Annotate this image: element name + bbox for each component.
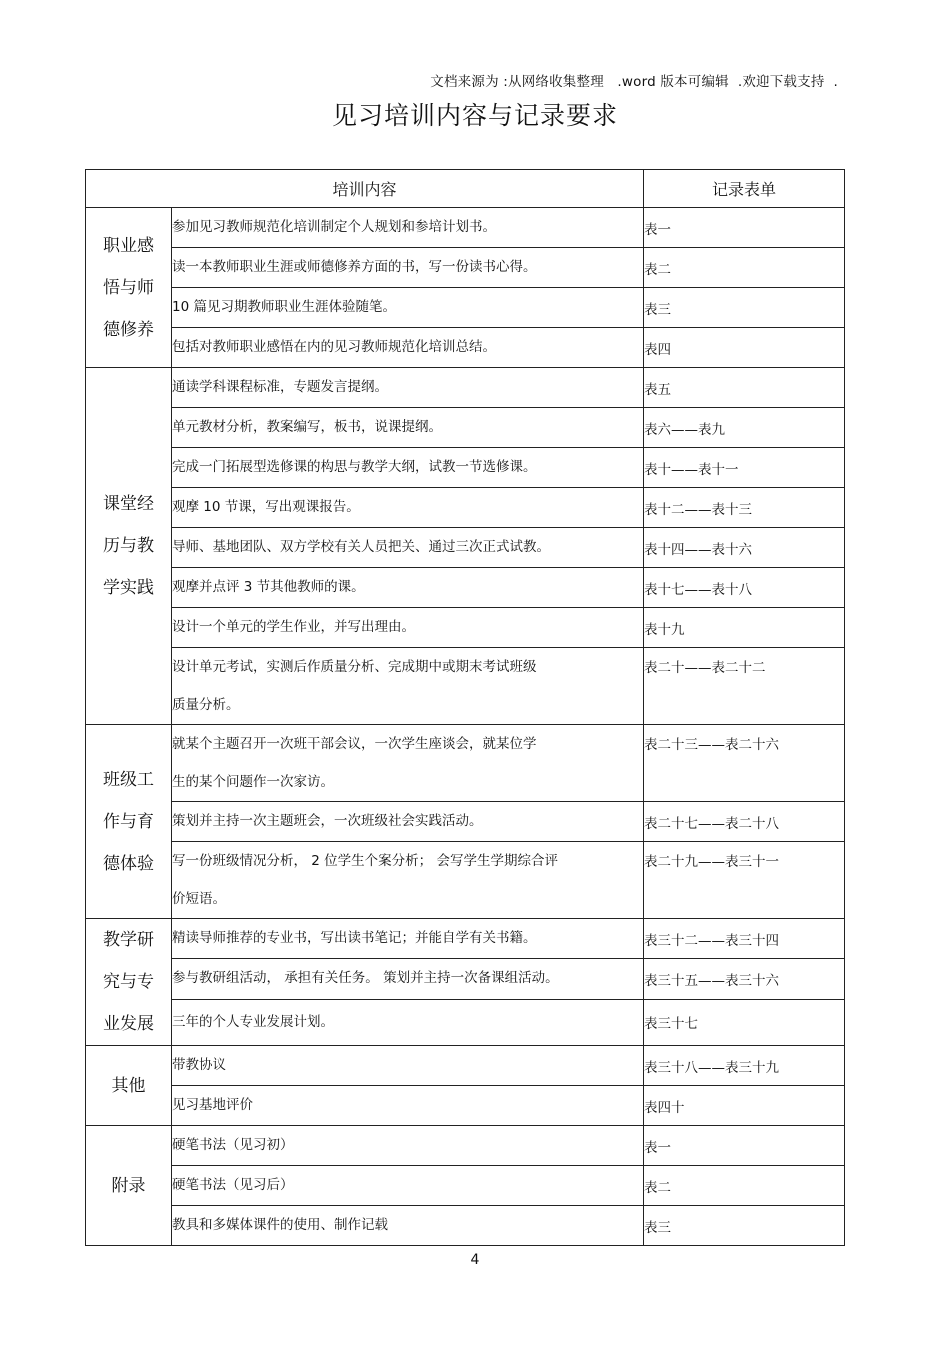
- form-cell: 表三十二——表三十四: [644, 919, 845, 959]
- content-line: 质量分析。: [172, 697, 240, 713]
- table-row: [86, 725, 845, 802]
- content-line: 写一份班级情况分析， 2 位学生个案分析； 会写学生学期综合评: [172, 853, 558, 869]
- category-line: 业发展: [103, 1014, 154, 1034]
- form-cell: 表十七——表十八: [644, 568, 845, 608]
- form-cell: 表二十九——表三十一: [644, 842, 845, 919]
- form-cell: 表三十八——表三十九: [644, 1046, 845, 1086]
- training-table: [85, 169, 845, 1246]
- form-cell: 表十二——表十三: [644, 488, 845, 528]
- table-body: [86, 208, 845, 1246]
- category-line: 课堂经: [103, 494, 154, 514]
- form-cell: 表三十五——表三十六: [644, 959, 845, 999]
- category-line: 德体验: [103, 853, 154, 874]
- form-cell: 表二十三——表二十六: [644, 725, 845, 802]
- form-cell: 表四十: [644, 1086, 845, 1126]
- table-row: [86, 1046, 845, 1086]
- table-row: [86, 328, 845, 368]
- category-line: 附录: [111, 1175, 146, 1196]
- table-row: [86, 1166, 845, 1206]
- form-cell: 表三: [644, 288, 845, 328]
- content-cell: 包括对教师职业感悟在内的见习教师规范化培训总结。: [172, 328, 644, 368]
- content-cell: 三年的个人专业发展计划。: [172, 999, 644, 1045]
- table-row: [86, 488, 845, 528]
- form-cell: 表四: [644, 328, 845, 368]
- category-line: 学实践: [103, 578, 154, 598]
- category-cell: [86, 208, 172, 368]
- content-cell: 参加见习教师规范化培训制定个人规划和参培计划书。: [172, 208, 644, 248]
- content-cell: 导师、基地团队、双方学校有关人员把关、通过三次正式试教。: [172, 528, 644, 568]
- content-line: 价短语。: [172, 891, 226, 907]
- content-cell: 参与教研组活动， 承担有关任务。 策划并主持一次备课组活动。: [172, 959, 644, 999]
- category-line: 悟与师: [103, 277, 154, 298]
- header-content: 培训内容: [86, 170, 644, 208]
- page-title: 见习培训内容与记录要求: [331, 101, 618, 130]
- form-cell: 表二十——表二十二: [644, 648, 845, 725]
- table-row: [86, 248, 845, 288]
- form-cell: 表一: [644, 1126, 845, 1166]
- table-row: [86, 842, 845, 919]
- table-row: [86, 1126, 845, 1166]
- form-cell: 表二: [644, 1166, 845, 1206]
- table-row: [86, 1206, 845, 1246]
- category-line: 历与教: [103, 536, 154, 556]
- form-cell: 表一: [644, 208, 845, 248]
- table-header-row: [86, 170, 845, 208]
- form-cell: 表十——表十一: [644, 448, 845, 488]
- category-line: 职业感: [103, 235, 154, 256]
- table-row: [86, 448, 845, 488]
- table-row: [86, 288, 845, 328]
- content-cell: 完成一门拓展型选修课的构思与教学大纲，试教一节选修课。: [172, 448, 644, 488]
- header-form: 记录表单: [644, 170, 845, 208]
- form-cell: 表十四——表十六: [644, 528, 845, 568]
- content-cell: 策划并主持一次主题班会，一次班级社会实践活动。: [172, 802, 644, 842]
- content-cell: [172, 842, 644, 919]
- table-row: [86, 999, 845, 1045]
- category-line: 教学研: [103, 930, 154, 950]
- form-cell: 表五: [644, 368, 845, 408]
- content-cell: 读一本教师职业生涯或师德修养方面的书，写一份读书心得。: [172, 248, 644, 288]
- table-row: [86, 648, 845, 725]
- content-line: 就某个主题召开一次班干部会议，一次学生座谈会，就某位学: [172, 736, 537, 752]
- content-cell: 硬笔书法（见习初）: [172, 1126, 644, 1166]
- category-line: 其他: [111, 1075, 146, 1096]
- table-row: [86, 608, 845, 648]
- form-cell: 表二: [644, 248, 845, 288]
- content-cell: 观摩并点评 3 节其他教师的课。: [172, 568, 644, 608]
- content-cell: 10 篇见习期教师职业生涯体验随笔。: [172, 288, 644, 328]
- table-row: [86, 368, 845, 408]
- category-line: 究与专: [103, 972, 154, 992]
- table-row: [86, 959, 845, 999]
- form-cell: 表三: [644, 1206, 845, 1246]
- category-cell: [86, 368, 172, 725]
- content-cell: 通读学科课程标准，专题发言提纲。: [172, 368, 644, 408]
- content-cell: 带教协议: [172, 1046, 644, 1086]
- table-row: [86, 528, 845, 568]
- table-row: [86, 568, 845, 608]
- content-cell: 单元教材分析，教案编写，板书，说课提纲。: [172, 408, 644, 448]
- content-cell: [172, 648, 644, 725]
- content-cell: 见习基地评价: [172, 1086, 644, 1126]
- header-note: 文档来源为 :从网络收集整理 .word 版本可编辑 .欢迎下载支持 .: [430, 74, 838, 90]
- form-cell: 表二十七——表二十八: [644, 802, 845, 842]
- form-cell: 表十九: [644, 608, 845, 648]
- form-cell: 表三十七: [644, 999, 845, 1045]
- category-cell: [86, 919, 172, 1046]
- content-cell: 观摩 10 节课，写出观课报告。: [172, 488, 644, 528]
- category-line: 班级工: [103, 769, 154, 790]
- category-cell: [86, 1046, 172, 1126]
- content-line: 设计单元考试，实测后作质量分析、完成期中或期末考试班级: [172, 659, 537, 675]
- table-row: [86, 1086, 845, 1126]
- content-cell: 硬笔书法（见习后）: [172, 1166, 644, 1206]
- content-line: 生的某个问题作一次家访。: [172, 774, 334, 790]
- category-line: 德修养: [103, 319, 154, 340]
- category-cell: [86, 1126, 172, 1246]
- table-row: [86, 802, 845, 842]
- content-cell: [172, 725, 644, 802]
- content-cell: 精读导师推荐的专业书，写出读书笔记；并能自学有关书籍。: [172, 919, 644, 959]
- table-row: [86, 208, 845, 248]
- category-line: 作与育: [103, 811, 154, 832]
- table-row: [86, 919, 845, 959]
- content-cell: 教具和多媒体课件的使用、制作记载: [172, 1206, 644, 1246]
- form-cell: 表六——表九: [644, 408, 845, 448]
- table-row: [86, 408, 845, 448]
- page-number: 4: [470, 1252, 480, 1268]
- content-cell: 设计一个单元的学生作业，并写出理由。: [172, 608, 644, 648]
- category-cell: [86, 725, 172, 919]
